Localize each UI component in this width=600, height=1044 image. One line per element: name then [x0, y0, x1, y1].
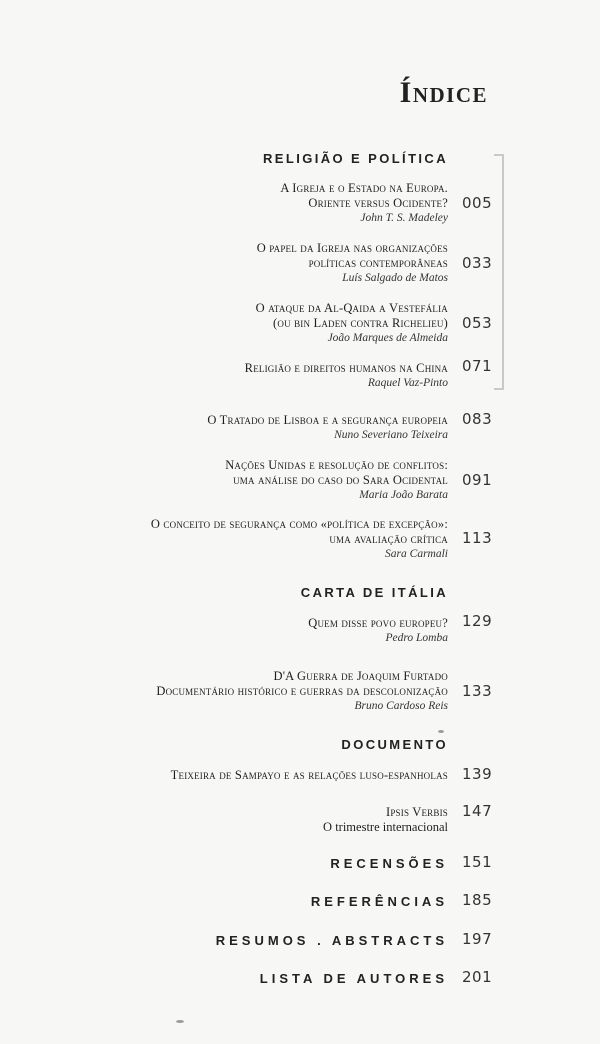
toc-entry[interactable] — [156, 669, 448, 713]
entry-page-number: 147 — [462, 802, 493, 820]
back-matter-referencias[interactable]: REFERÊNCIAS — [310, 894, 448, 909]
entry-author: João Marques de Almeida — [327, 332, 448, 344]
entry-title-line: O papel da Igreja nas organizações — [256, 241, 448, 255]
section-heading-documento: DOCUMENTO — [341, 737, 448, 752]
entry-page-number: 197 — [462, 930, 493, 948]
section-heading-religiao: RELIGIÃO E POLÍTICA — [263, 151, 448, 166]
entry-page-number: 083 — [462, 410, 493, 428]
entry-author: Luís Salgado de Matos — [342, 272, 448, 284]
back-matter-recensoes[interactable]: RECENSÕES — [330, 856, 448, 871]
entry-title-line: Nações Unidas e resolução de conflitos: — [225, 458, 448, 472]
entry-page-number: 071 — [462, 357, 493, 375]
entry-title-line: Quem disse povo europeu? — [308, 616, 448, 630]
toc-entry[interactable] — [171, 768, 448, 783]
toc-entry[interactable] — [323, 805, 448, 835]
entry-page-number: 139 — [462, 765, 493, 783]
entry-title-line: (ou bin Laden contra Richelieu) — [273, 316, 448, 330]
entry-author: Pedro Lomba — [385, 632, 448, 644]
entry-author: Bruno Cardoso Reis — [354, 700, 448, 712]
entry-page-number: 151 — [462, 853, 493, 871]
entry-title-line: O Tratado de Lisboa e a segurança europeia — [207, 413, 448, 427]
scan-speck — [176, 1020, 184, 1023]
entry-page-number: 113 — [462, 529, 493, 547]
entry-subtitle: O trimestre internacional — [323, 820, 448, 834]
entry-author: Raquel Vaz-Pinto — [367, 377, 448, 389]
entry-page-number: 185 — [462, 891, 493, 909]
section-heading-carta: CARTA DE ITÁLIA — [300, 585, 448, 600]
entry-author: John T. S. Madeley — [360, 212, 448, 224]
entry-title-line: Documentário histórico e guerras da descolonização — [156, 684, 448, 698]
entry-title-line: uma análise do caso do Sara Ocidental — [233, 473, 448, 487]
entry-page-number: 005 — [462, 194, 493, 212]
scan-speck — [438, 730, 444, 733]
entry-title-line: O conceito de segurança como «política de excepção»: — [150, 517, 448, 531]
entry-title-line: Ipsis Verbis — [385, 805, 448, 819]
toc-entry[interactable] — [256, 301, 448, 345]
entry-page-number: 053 — [462, 314, 493, 332]
entry-title-line: A Igreja e o Estado na Europa. — [280, 181, 448, 195]
entry-title-line: políticas contemporâneas — [308, 256, 448, 270]
toc-entry[interactable] — [151, 517, 448, 561]
entry-author: Sara Carmali — [385, 548, 448, 560]
back-matter-lista-autores[interactable]: LISTA DE AUTORES — [259, 971, 448, 986]
toc-entry[interactable] — [207, 413, 448, 442]
entry-title-line: Oriente versus Ocidente? — [308, 196, 448, 210]
entry-author: Maria João Barata — [359, 489, 448, 501]
toc-entry[interactable] — [257, 241, 448, 285]
entry-title-line: Teixeira de Sampayo e as relações luso-espanholas — [170, 768, 448, 782]
entry-author: Nuno Severiano Teixeira — [334, 429, 448, 441]
entry-title-line: O ataque da Al-Qaida a Vestefália — [255, 301, 448, 315]
page-title: Índice — [399, 76, 488, 109]
entry-page-number: 201 — [462, 968, 493, 986]
entry-title-line: uma avaliação crítica — [329, 532, 448, 546]
entry-page-number: 133 — [462, 682, 493, 700]
entry-title-line: Religião e direitos humanos na China — [244, 361, 448, 375]
toc-entry[interactable] — [225, 458, 448, 502]
back-matter-resumos[interactable]: RESUMOS . ABSTRACTS — [215, 933, 448, 948]
section-bracket — [494, 154, 504, 390]
toc-entry[interactable] — [280, 181, 448, 225]
toc-entry[interactable] — [308, 616, 448, 645]
toc-entry[interactable] — [245, 361, 448, 390]
entry-title-line: D'A Guerra de Joaquim Furtado — [273, 669, 448, 683]
entry-page-number: 129 — [462, 612, 493, 630]
entry-page-number: 091 — [462, 471, 493, 489]
entry-page-number: 033 — [462, 254, 493, 272]
